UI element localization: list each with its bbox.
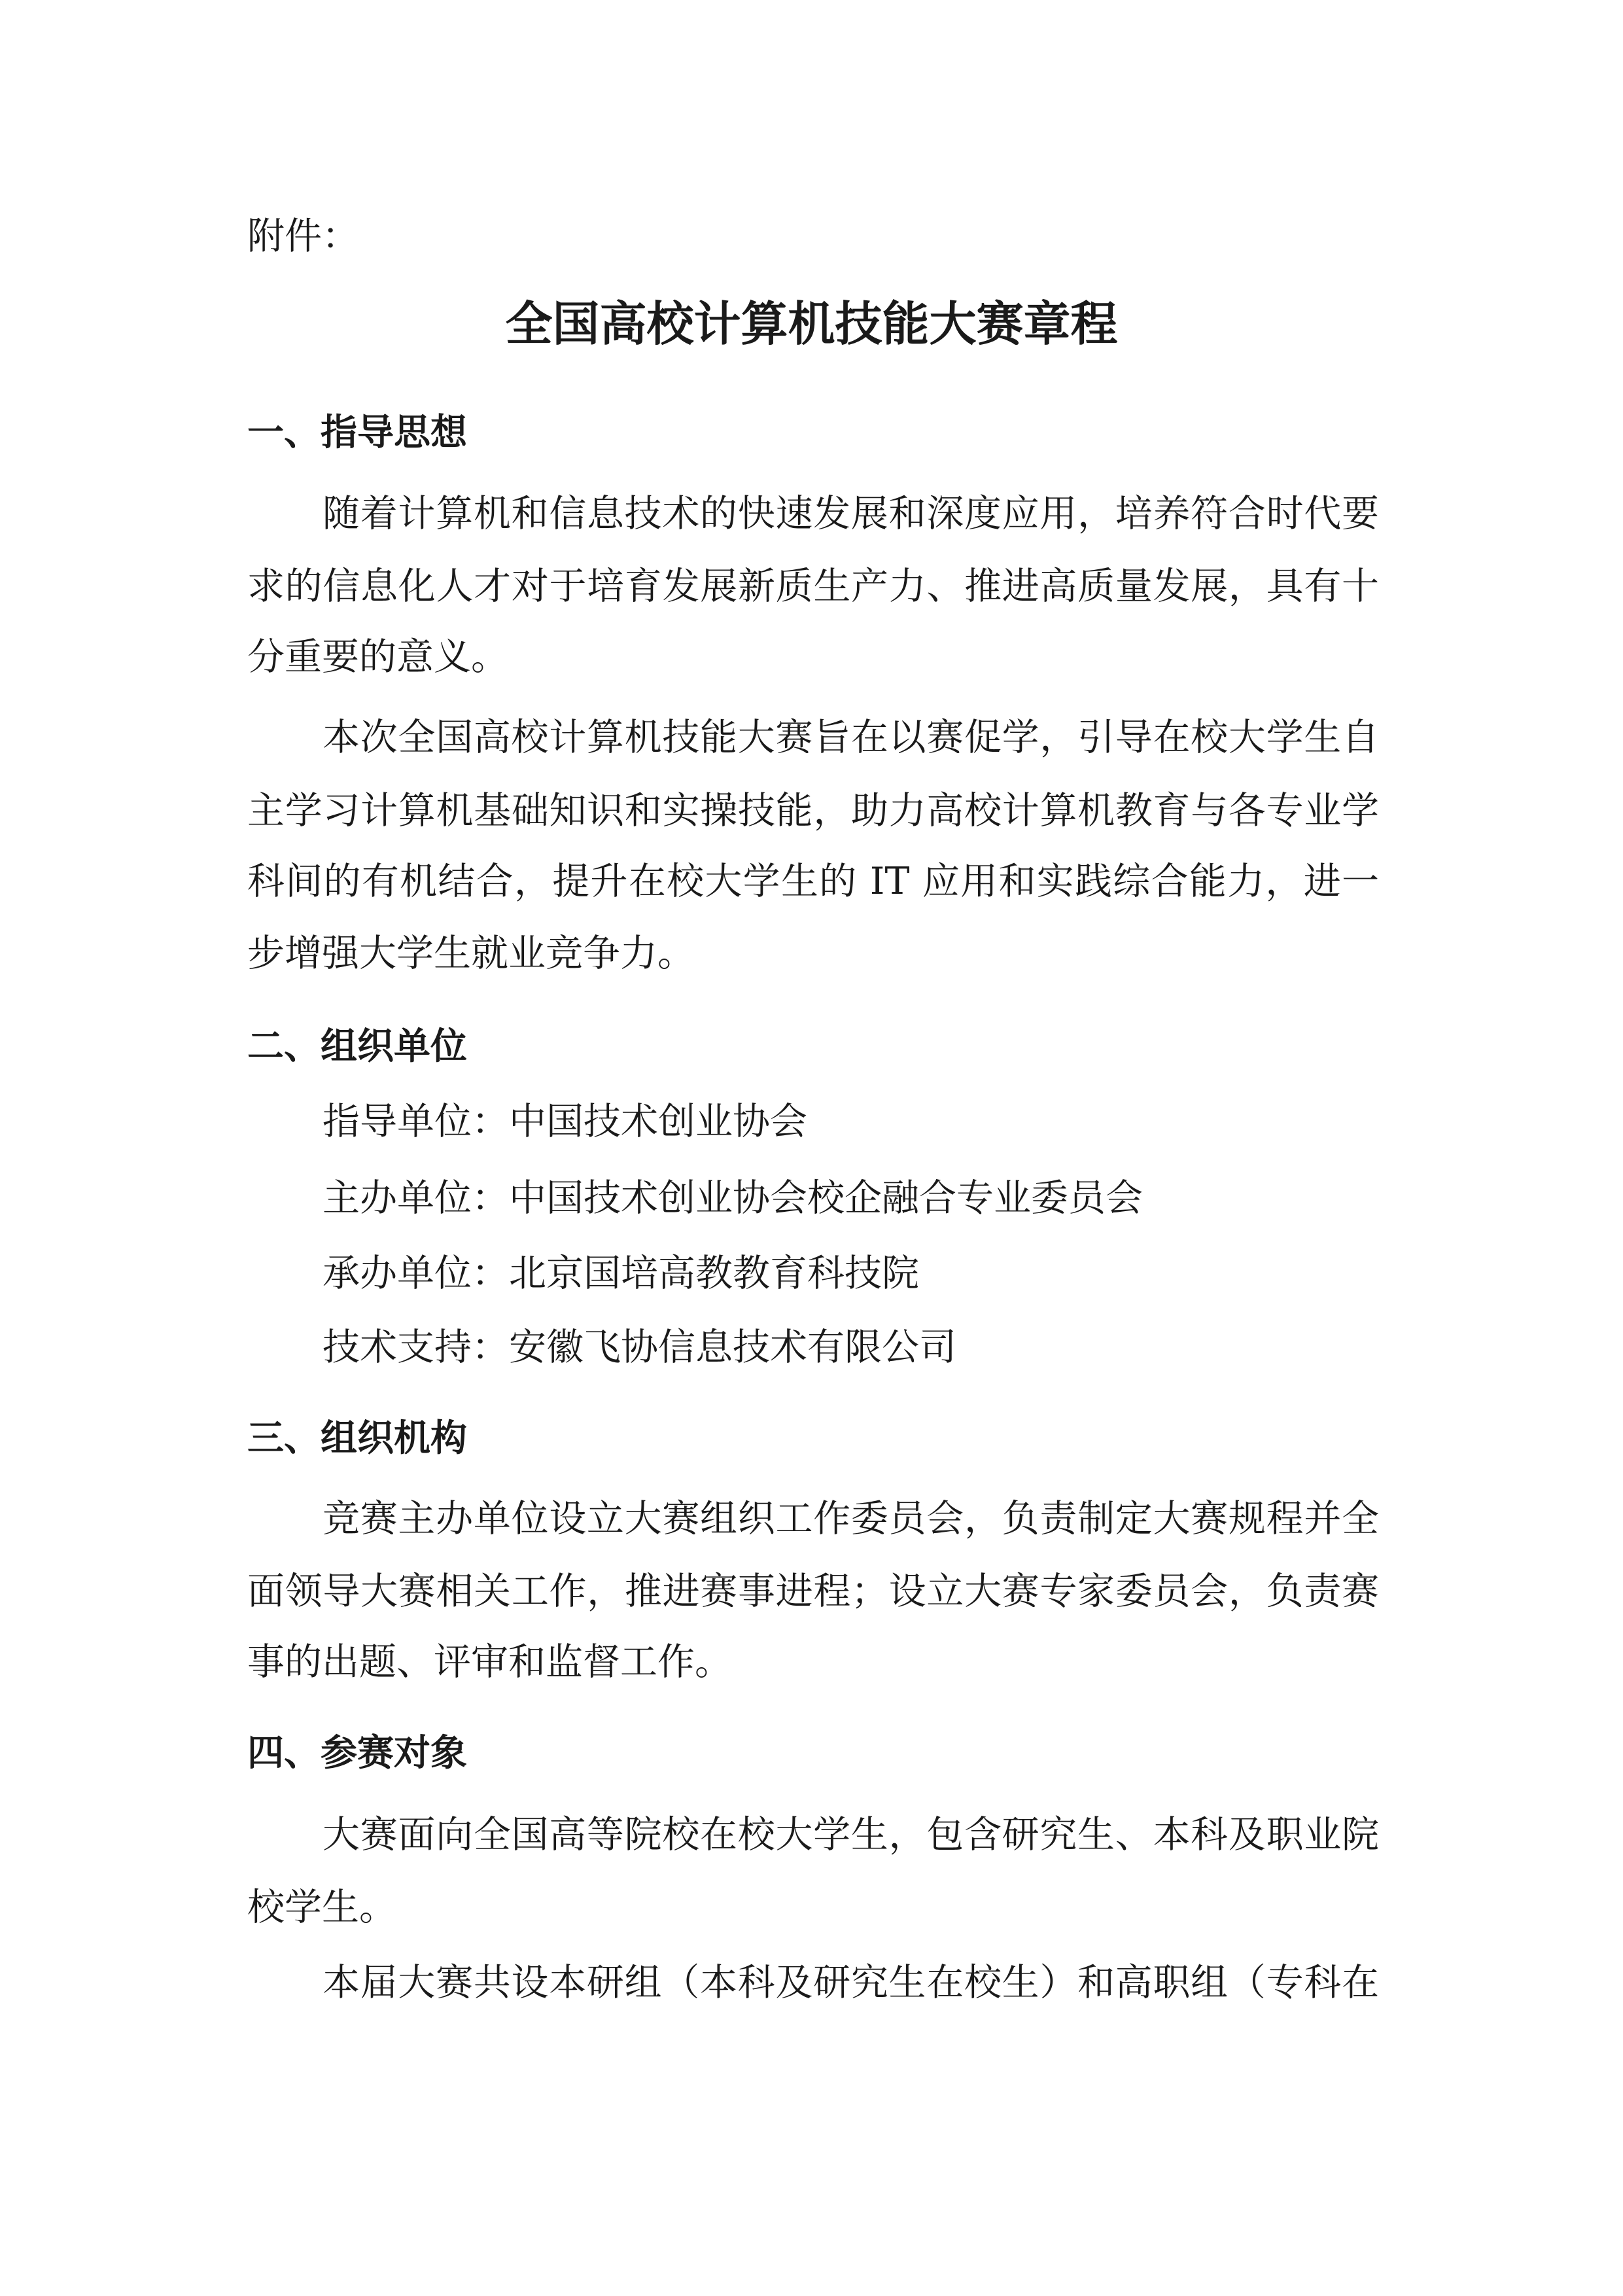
section-heading: 一、指导思想 bbox=[247, 412, 467, 454]
section-heading: 四、参赛对象 bbox=[247, 1732, 467, 1775]
paragraph-line: 求的信息化人才对于培育发展新质生产力、推进高质量发展，具有十 bbox=[247, 565, 1379, 608]
section-heading: 三、组织机构 bbox=[247, 1417, 467, 1460]
paragraph-line: 步增强大学生就业竞争力。 bbox=[247, 932, 695, 975]
paragraph-line: 主学习计算机基础知识和实操技能，助力高校计算机教育与各专业学 bbox=[247, 789, 1379, 832]
list-item: 承办单位：北京国培高教教育科技院 bbox=[323, 1252, 919, 1295]
paragraph-line: 科间的有机结合，提升在校大学生的 IT 应用和实践综合能力，进一 bbox=[247, 860, 1379, 903]
section-heading: 二、组织单位 bbox=[247, 1025, 467, 1068]
attachment-label: 附件： bbox=[247, 215, 359, 258]
paragraph-line: 随着计算机和信息技术的快速发展和深度应用，培养符合时代要 bbox=[323, 492, 1379, 535]
paragraph-line: 面领导大赛相关工作，推进赛事进程；设立大赛专家委员会，负责赛 bbox=[247, 1570, 1379, 1613]
paragraph-line: 本届大赛共设本研组（本科及研究生在校生）和高职组（专科在 bbox=[323, 1961, 1379, 2004]
list-item: 指导单位：中国技术创业协会 bbox=[323, 1100, 807, 1143]
list-item: 主办单位：中国技术创业协会校企融合专业委员会 bbox=[323, 1176, 1143, 1220]
paragraph-line: 分重要的意义。 bbox=[247, 635, 508, 679]
paragraph-line: 校学生。 bbox=[247, 1886, 396, 1929]
document-title: 全国高校计算机技能大赛章程 bbox=[505, 296, 1118, 351]
list-item: 技术支持：安徽飞协信息技术有限公司 bbox=[323, 1326, 956, 1369]
paragraph-line: 竞赛主办单位设立大赛组织工作委员会，负责制定大赛规程并全 bbox=[323, 1497, 1379, 1540]
paragraph-line: 本次全国高校计算机技能大赛旨在以赛促学，引导在校大学生自 bbox=[323, 716, 1379, 759]
paragraph-line: 大赛面向全国高等院校在校大学生，包含研究生、本科及职业院 bbox=[323, 1813, 1379, 1856]
paragraph-line: 事的出题、评审和监督工作。 bbox=[247, 1640, 732, 1684]
